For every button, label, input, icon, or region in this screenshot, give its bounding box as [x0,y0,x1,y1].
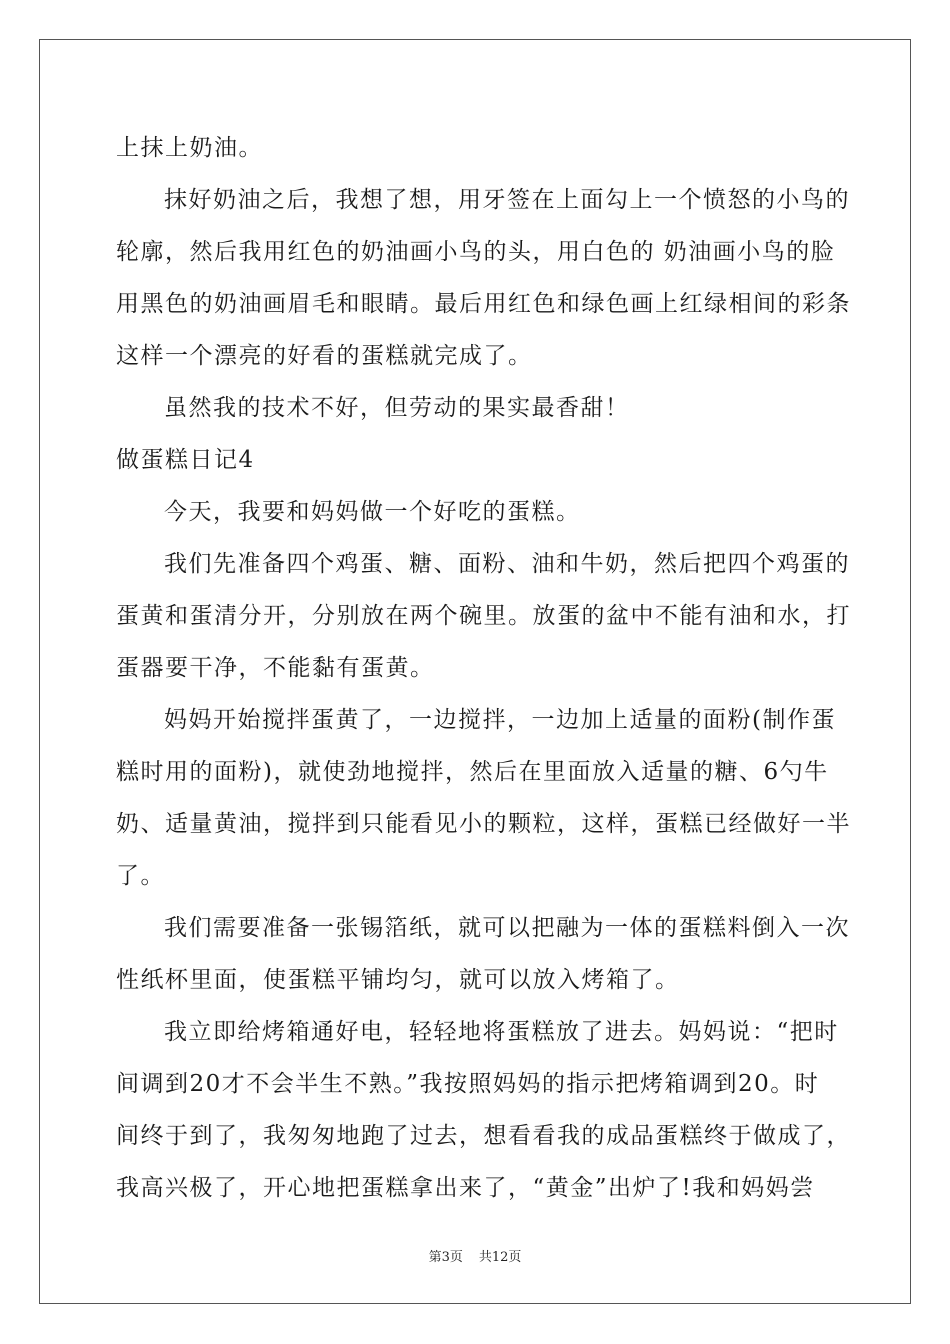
text-line: 上抹上奶油。 [116,135,263,161]
text-line: 我高兴极了，开心地把蛋糕拿出来了，“黄金”出炉了!我和妈妈尝 [116,1175,815,1201]
page-total: 共12页 [478,1250,522,1265]
text-line: 奶、适量黄油，搅拌到只能看见小的颗粒，这样，蛋糕已经做好一半 [116,811,851,837]
text-line: 间调到20才不会半生不熟。”我按照妈妈的指示把烤箱调到20。时 [116,1071,820,1097]
paragraph-start: 抹好奶油之后，我想了想，用牙签在上面勾上一个愤怒的小鸟的 [164,187,850,213]
text-line: 蛋器要干净，不能黏有蛋黄。 [116,655,435,681]
text-line: 性纸杯里面，使蛋糕平铺均匀，就可以放入烤箱了。 [116,967,680,993]
page-footer [0,1246,950,1265]
text-line: 这样一个漂亮的好看的蛋糕就完成了。 [116,343,533,369]
paragraph-start: 虽然我的技术不好，但劳动的果实最香甜！ [164,395,630,421]
text-line: 糕时用的面粉)，就使劲地搅拌，然后在里面放入适量的糖、6勺牛 [116,759,829,785]
text-line: 轮廓，然后我用红色的奶油画小鸟的头，用白色的 奶油画小鸟的脸 [116,239,836,265]
text-line: 蛋黄和蛋清分开，分别放在两个碗里。放蛋的盆中不能有油和水，打 [116,603,851,629]
text-line: 间终于到了，我匆匆地跑了过去，想看看我的成品蛋糕终于做成了， [116,1123,851,1149]
paragraph-start: 妈妈开始搅拌蛋黄了，一边搅拌，一边加上适量的面粉(制作蛋 [164,707,836,733]
paragraph-start: 我们先准备四个鸡蛋、糖、面粉、油和牛奶，然后把四个鸡蛋的 [164,551,850,577]
text-line: 用黑色的奶油画眉毛和眼睛。最后用红色和绿色画上红绿相间的彩条 [116,291,851,317]
paragraph-start: 我立即给烤箱通好电，轻轻地将蛋糕放了进去。妈妈说：“把时 [164,1019,839,1045]
text-line: 了。 [116,863,165,889]
document-body [116,122,851,1214]
section-heading: 做蛋糕日记4 [116,447,255,473]
page-number: 第3页 [428,1250,463,1265]
paragraph-start: 今天，我要和妈妈做一个好吃的蛋糕。 [164,499,581,525]
paragraph-start: 我们需要准备一张锡箔纸，就可以把融为一体的蛋糕料倒入一次 [164,915,850,941]
